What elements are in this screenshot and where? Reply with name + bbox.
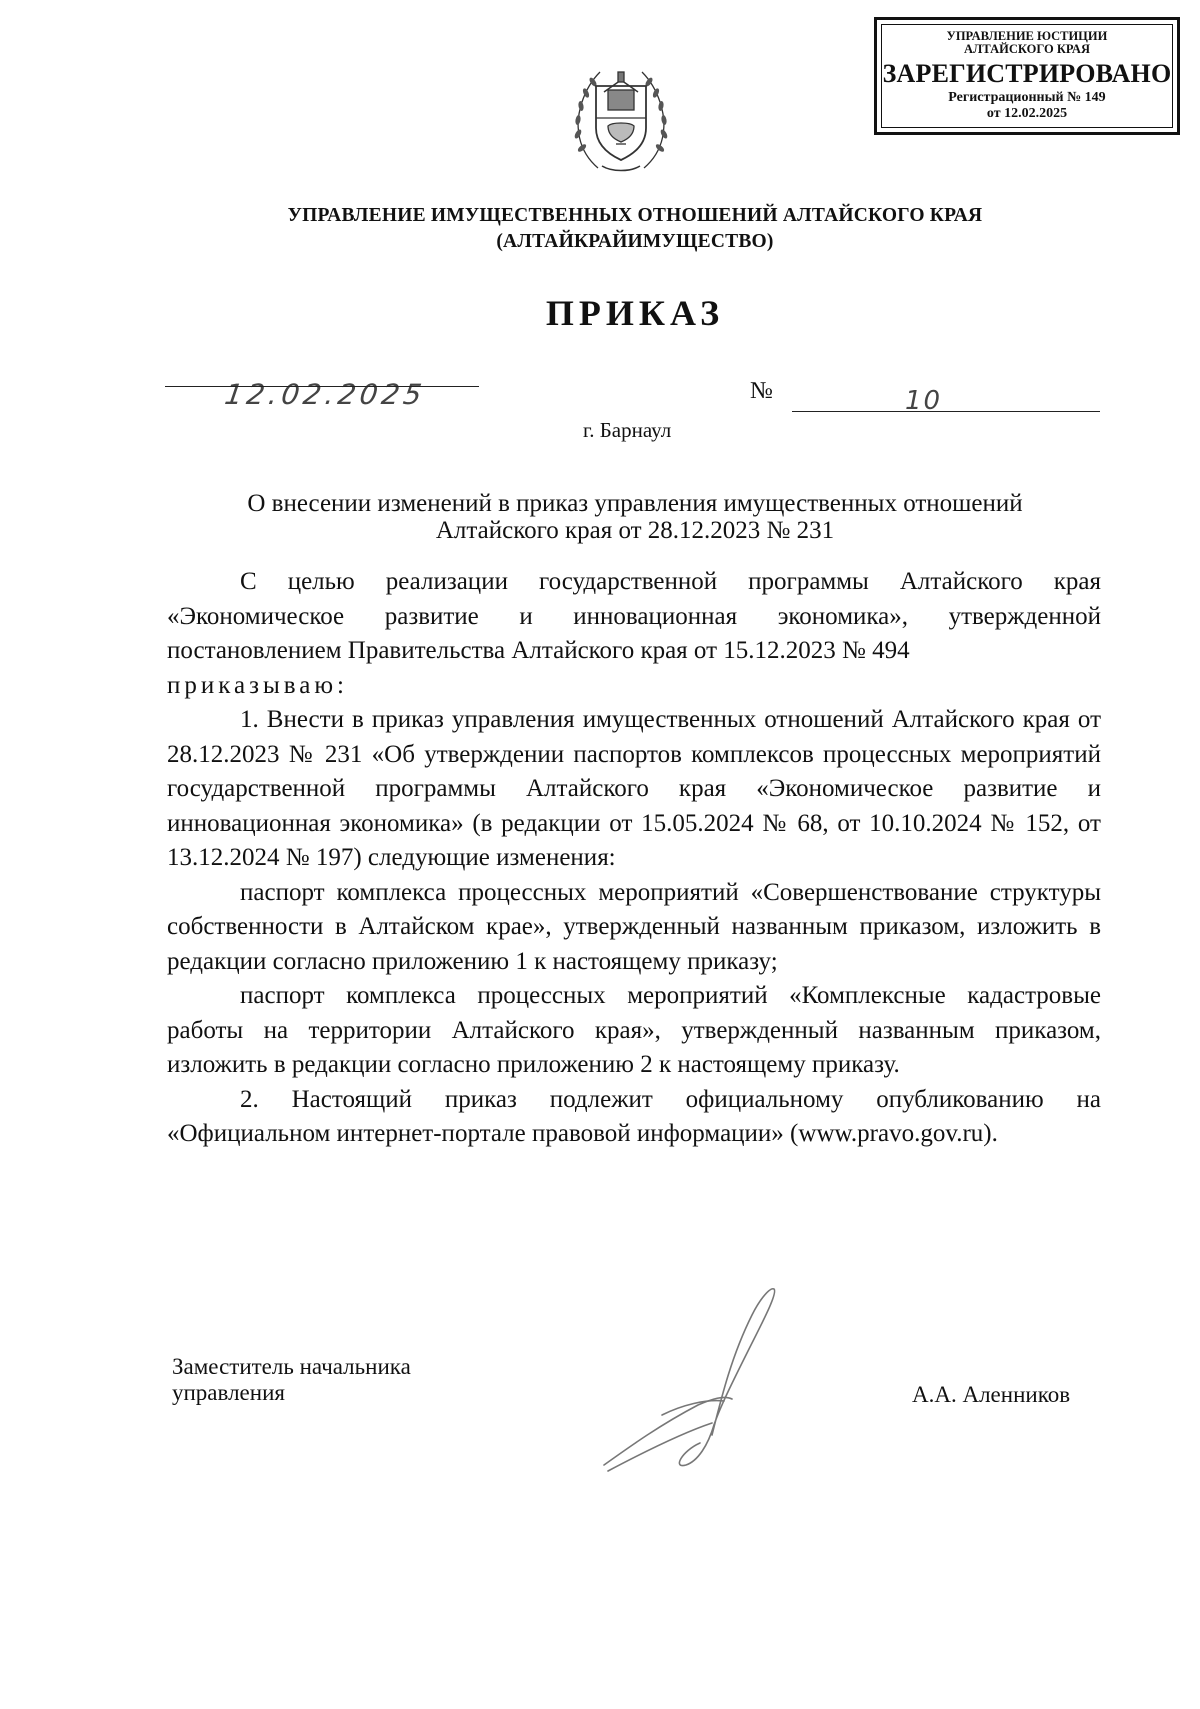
stamp-reg-number: Регистрационный № 149 (948, 90, 1106, 105)
org-title (0, 203, 1200, 255)
stamp-org-line1: УПРАВЛЕНИЕ ЮСТИЦИИ (946, 29, 1108, 43)
handwritten-number: 10 (905, 386, 943, 416)
coat-of-arms-icon (568, 56, 674, 178)
item-2-paragraph: 2. Настоящий приказ подлежит официальному опубликованию на «Официальном интернет-портале правовой информации» (www.pravo.gov.ru). (167, 1085, 1101, 1147)
number-label: № (750, 378, 773, 404)
position-line2: управления (172, 1380, 285, 1405)
org-short-name: (АЛТАЙКРАЙИМУЩЕСТВО) (496, 231, 774, 252)
signatory-position (172, 1354, 411, 1406)
org-name: УПРАВЛЕНИЕ ИМУЩЕСТВЕННЫХ ОТНОШЕНИЙ АЛТАЙСКОГО КРАЯ (287, 205, 983, 226)
date-underline (165, 386, 479, 387)
stamp-reg-date: от 12.02.2025 (986, 106, 1068, 121)
stamp-org (882, 30, 1172, 56)
stamp-inner-border (881, 24, 1173, 128)
number-underline (792, 411, 1100, 412)
position-line1: Заместитель начальника (172, 1354, 411, 1379)
handwritten-date: 12.02.2025 (222, 378, 428, 411)
subject-line1: О внесении изменений в приказ управления имущественных отношений (247, 490, 1023, 517)
handwritten-signature (602, 1275, 842, 1475)
order-word: приказываю: (167, 671, 348, 699)
subject-line2: Алтайского края от 28.12.2023 № 231 (435, 517, 835, 544)
stamp-status: ЗАРЕГИСТРИРОВАНО (882, 59, 1172, 88)
stamp-org-line2: АЛТАЙСКОГО КРАЯ (964, 42, 1090, 56)
registration-stamp (874, 17, 1180, 135)
preamble-paragraph: С целью реализации государственной программы Алтайского края «Экономическое развитие и инновационная экономика», утвержденной постановлением Правительства Алтайского края от 15.12.2023 № 494 (167, 568, 1101, 664)
document-subject (0, 490, 1200, 544)
item-1b-paragraph: паспорт комплекса процессных мероприятий «Комплексные кадастровые работы на территории Алтайского края», утвержденный названным приказом, изложить в редакции согласно приложению 2 к настоящему приказу. (167, 982, 1101, 1078)
item-1-paragraph: 1. Внести в приказ управления имущественных отношений Алтайского края от 28.12.2023 № 231 «Об утверждении паспортов комплексов процессных мероприятий государственной программы Алтайского края «Экономическое развитие и инновационная экономика» (в редакции от 15.05.2024 № 68, от 10.10.2024 № 152, от 13.12.2024 № 197) следующие изменения: (167, 706, 1101, 871)
item-1a-paragraph: паспорт комплекса процессных мероприятий «Совершенствование структуры собственности в Алтайском крае», утвержденный названным приказом, изложить в редакции согласно приложению 1 к настоящему приказу; (167, 878, 1101, 975)
document-type: ПРИКАЗ (545, 293, 725, 333)
signatory-name: А.А. Аленников (912, 1382, 1071, 1407)
document-body (167, 565, 1101, 1152)
city: г. Барнаул (583, 418, 672, 442)
